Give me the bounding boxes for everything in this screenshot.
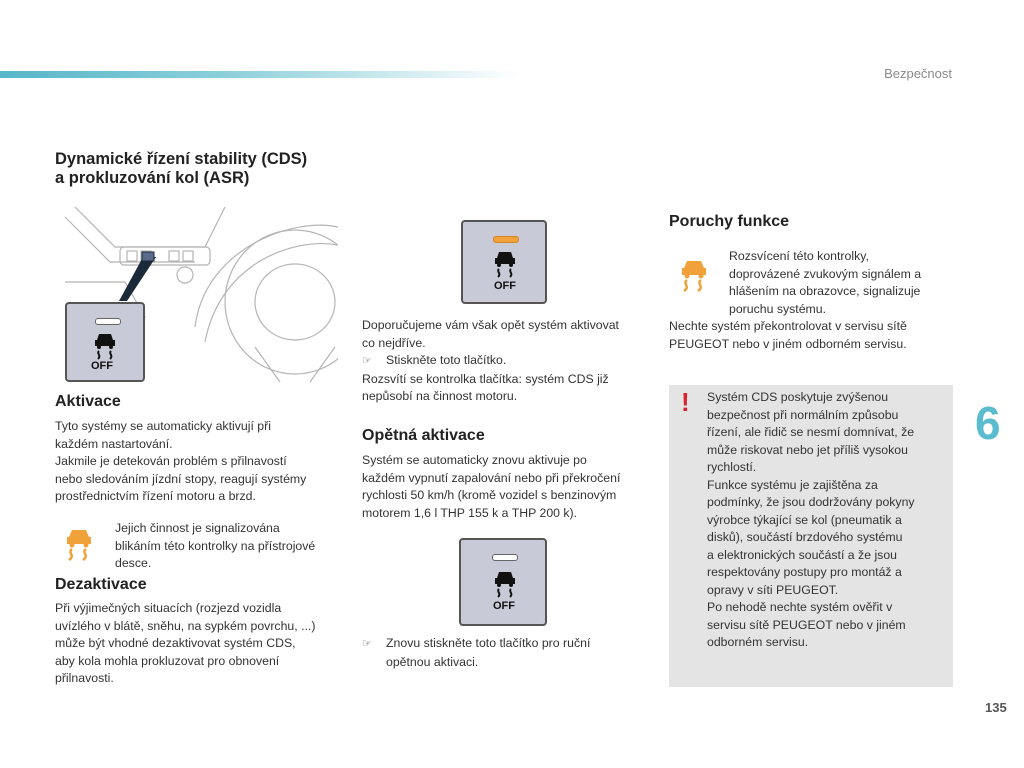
dezaktivace-text <box>55 600 350 688</box>
dezaktivace-line: uvízlého v blátě, sněhu, na sypkém povrchu, ...) <box>55 618 316 633</box>
dezaktivace-line: Při výjimečných situacích (rozjezd vozidla <box>55 601 282 615</box>
aktivace-line: prostřednictvím řízení motoru a brzd. <box>55 489 256 503</box>
bullet-continuation: opětnou aktivaci. <box>386 654 479 669</box>
button-off-label: OFF <box>493 600 515 612</box>
poruchy-note-line: Rozsvícení této kontrolky, <box>729 249 869 263</box>
poruchy-note-line: hlášením na obrazovce, signalizuje <box>729 284 921 298</box>
skid-warning-icon <box>62 527 96 563</box>
aktivace-icon-note <box>115 520 345 573</box>
dezaktivace-line: aby kola mohla prokluzovat pro obnovení <box>55 653 280 668</box>
aktivace-line: každém nastartování. <box>55 436 173 451</box>
reactivation-heading: Opětná aktivace <box>362 427 485 444</box>
button-off-label: OFF <box>494 280 516 292</box>
dezaktivace-heading: Dezaktivace <box>55 576 147 593</box>
alert-exclamation-icon: ! <box>681 387 690 417</box>
title-line-1: Dynamické řízení stability (CDS) <box>55 150 308 168</box>
button-led-off <box>95 318 121 325</box>
bullet-press-again: ☞ Znovu stiskněte toto tlačítko pro ruční <box>362 635 657 654</box>
warning-box <box>669 385 953 687</box>
middle-line: Rozsvítí se kontrolka tlačítka: systém CDS již <box>362 371 609 386</box>
reactivation-line: Systém se automaticky znovu aktivuje po <box>362 453 587 467</box>
middle-line: nepůsobí na činnost motoru. <box>362 389 518 403</box>
cds-off-button-closeup <box>65 302 145 382</box>
warning-line: disků), součástí brzdového systému <box>707 530 903 544</box>
button-led-lit <box>493 236 519 243</box>
warning-line: Funkce systému je zajištěna za <box>707 477 878 492</box>
warning-text <box>707 389 947 652</box>
middle-line: co nejdříve. <box>362 335 426 350</box>
chapter-number: 6 <box>975 397 1001 449</box>
skid-warning-icon <box>677 258 711 294</box>
icon-note-line: Jejich činnost je signalizována <box>115 521 280 535</box>
cds-button-off <box>459 538 547 626</box>
warning-line: může riskovat nebo jet příliš vysokou <box>707 442 908 457</box>
warning-line: rychlostí. <box>707 460 757 474</box>
reactivation-line: každém vypnutí zapalování nebo při překročení <box>362 470 621 485</box>
warning-line: Po nehodě nechte systém ověřit v <box>707 600 893 614</box>
button-off-label: OFF <box>91 360 113 372</box>
page-title <box>55 150 307 188</box>
dezaktivace-line: může být vhodné dezaktivovat systém CDS, <box>55 636 296 650</box>
callout-pointer <box>119 257 156 301</box>
poruchy-note-line: poruchu systému. <box>729 301 827 316</box>
middle-line: Doporučujeme vám však opět systém aktivovat <box>362 318 619 332</box>
dezaktivace-line: přilnavosti. <box>55 671 114 685</box>
warning-line: Systém CDS poskytuje zvýšenou <box>707 390 889 404</box>
aktivace-line: Jakmile je detekován problém s přilnavostí <box>55 454 287 468</box>
aktivace-text <box>55 418 345 506</box>
warning-line: podmínky, že jsou dodržovány pokyny <box>707 495 915 509</box>
middle-text-2 <box>362 635 657 671</box>
header-accent-bar <box>0 71 520 78</box>
warning-line: odborném servisu. <box>707 635 809 649</box>
button-led-off <box>492 554 518 561</box>
bullet-press-button: ☞ Stiskněte toto tlačítko. <box>362 352 657 371</box>
warning-line: servisu sítě PEUGEOT nebo v jiném <box>707 617 906 632</box>
aktivace-heading: Aktivace <box>55 393 121 410</box>
poruchy-line: PEUGEOT nebo v jiném odborném servisu. <box>669 336 907 351</box>
poruchy-icon-note <box>729 248 959 318</box>
warning-line: výrobce týkající se kol (pneumatik a <box>707 512 902 527</box>
reactivation-line: motorem 1,6 l THP 155 k a THP 200 k). <box>362 505 578 520</box>
aktivace-line: Tyto systémy se automaticky aktivují při <box>55 419 271 433</box>
section-label: Bezpečnost <box>884 66 952 81</box>
reactivation-text <box>362 452 657 522</box>
cds-button-lit <box>461 220 547 304</box>
warning-line: a elektronických součástí a že jsou <box>707 547 898 562</box>
poruchy-line: Nechte systém překontrolovat v servisu sítě <box>669 319 907 333</box>
warning-line: řízení, ale řidič se nesmí domnívat, že <box>707 425 915 439</box>
middle-text-1 <box>362 317 657 406</box>
icon-note-line: blikáním této kontrolky na přístrojové <box>115 538 316 553</box>
icon-note-line: desce. <box>115 556 152 570</box>
poruchy-note-line: doprovázené zvukovým signálem a <box>729 266 922 281</box>
title-line-2: a prokluzování kol (ASR) <box>55 169 250 187</box>
aktivace-line: nebo sledováním jízdní stopy, reagují systémy <box>55 471 307 486</box>
warning-line: respektovány postupy pro montáž a <box>707 565 902 579</box>
reactivation-line: rychlosti 50 km/h (kromě vozidel s benzinovým <box>362 488 617 502</box>
poruchy-text <box>669 318 959 353</box>
warning-line: opravy v síti PEUGEOT. <box>707 582 839 597</box>
poruchy-heading: Poruchy funkce <box>669 213 790 230</box>
page-number: 135 <box>985 700 1007 715</box>
warning-line: bezpečnost při normálním způsobu <box>707 407 899 422</box>
dashboard-illustration <box>55 207 338 387</box>
